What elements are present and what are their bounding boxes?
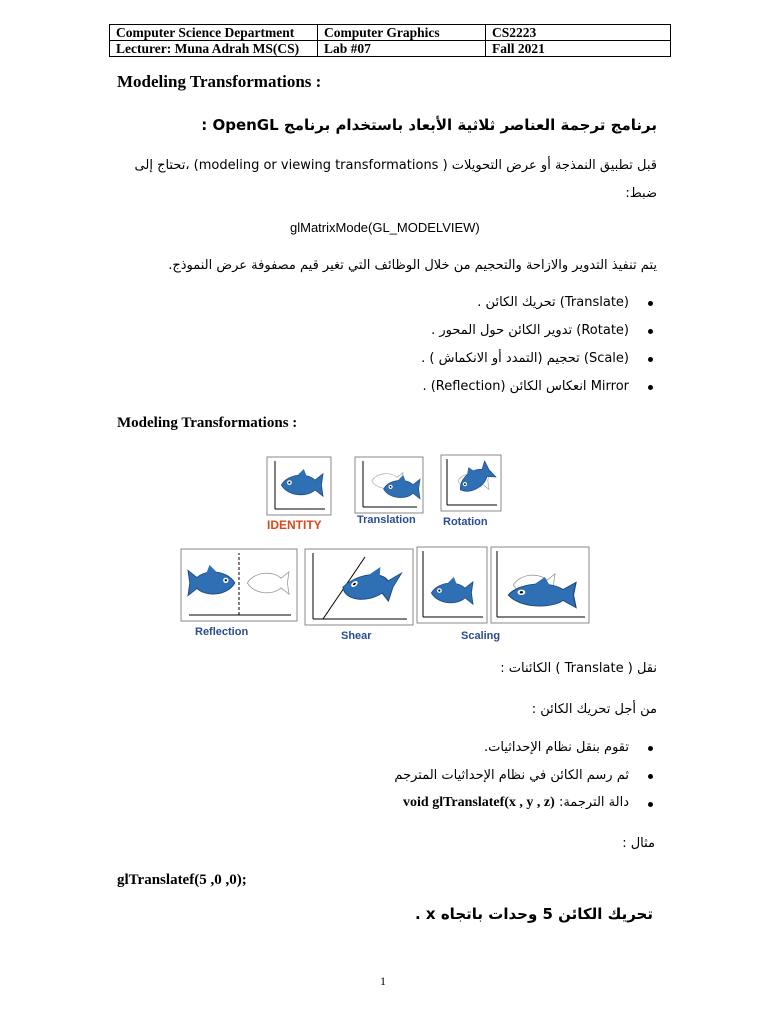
bullet-dot — [648, 802, 653, 807]
rotation-label: Rotation — [443, 516, 488, 528]
bullet-dot — [648, 301, 653, 306]
example-description: تحريك الكائن 5 وحدات باتجاه x . — [415, 905, 653, 923]
list-item: تقوم بنقل نظام الإحداثيات. — [484, 740, 629, 755]
list-item: (Scale) تحجيم (التمدد أو الانكماش ) . — [421, 351, 629, 366]
translate-heading: نقل ( Translate ) الكائنات : — [500, 661, 657, 676]
example-label: مثال : — [622, 836, 655, 851]
header-row — [110, 25, 671, 41]
section-title: Modeling Transformations : — [117, 415, 298, 431]
bullet-dot — [648, 746, 653, 751]
reflection-panel — [181, 549, 297, 621]
translate-function: void glTranslatef(x , y , z) — [403, 795, 555, 810]
list-item: (Translate) تحريك الكائن . — [477, 295, 629, 310]
lecturer-cell: Lecturer: Muna Adrah MS(CS) — [110, 41, 318, 57]
identity-panel — [267, 457, 331, 515]
translation-panel — [355, 457, 423, 513]
shear-panel — [305, 549, 413, 625]
bullet-dot — [648, 774, 653, 779]
list-item — [403, 795, 629, 811]
course-cell: Computer Graphics — [318, 25, 486, 41]
scaling-panel — [417, 547, 589, 623]
bullet-dot — [648, 385, 653, 390]
shear-label: Shear — [341, 630, 372, 642]
transform-description: يتم تنفيذ التدوير والازاحة والتحجيم من خلال الوظائف التي تغير قيم مصفوفة عرض النموذج. — [168, 258, 657, 273]
header-row — [110, 41, 671, 57]
rotation-panel — [441, 455, 501, 511]
page-number: 1 — [380, 974, 386, 988]
header-table — [109, 24, 671, 57]
term-cell: Fall 2021 — [486, 41, 671, 57]
translate-step-label: دالة الترجمة: — [558, 795, 629, 810]
translate-intro: من أجل تحريك الكائن : — [531, 702, 657, 717]
scaling-label: Scaling — [461, 630, 501, 642]
page-title: Modeling Transformations : — [117, 72, 322, 91]
list-item: ثم رسم الكائن في نظام الإحداثيات المترجم — [394, 768, 629, 783]
reflection-label: Reflection — [195, 626, 249, 638]
lab-cell: Lab #07 — [318, 41, 486, 57]
list-item: (Rotate) تدوير الكائن حول المحور . — [431, 323, 629, 338]
translation-label: Translation — [357, 514, 416, 526]
identity-label: IDENTITY — [267, 518, 322, 532]
arabic-heading: برنامج ترجمة العناصر ثلاثية الأبعاد باستخدام برنامج OpenGL : — [201, 116, 657, 134]
transformations-figure — [175, 447, 595, 642]
intro-line-2: ضبط: — [625, 186, 657, 201]
department-cell: Computer Science Department — [110, 25, 318, 41]
bullet-dot — [648, 329, 653, 334]
list-item: Mirror انعكاس الكائن (Reflection) . — [422, 379, 629, 394]
intro-line-1: قبل تطبيق النمذجة أو عرض التحويلات ( modeling or viewing transformations) ،تحتاج إلى — [134, 158, 657, 173]
code-matrix-mode: glMatrixMode(GL_MODELVIEW) — [290, 220, 480, 235]
bullet-dot — [648, 357, 653, 362]
course-code-cell: CS2223 — [486, 25, 671, 41]
example-code: glTranslatef(5 ,0 ,0); — [117, 872, 247, 888]
